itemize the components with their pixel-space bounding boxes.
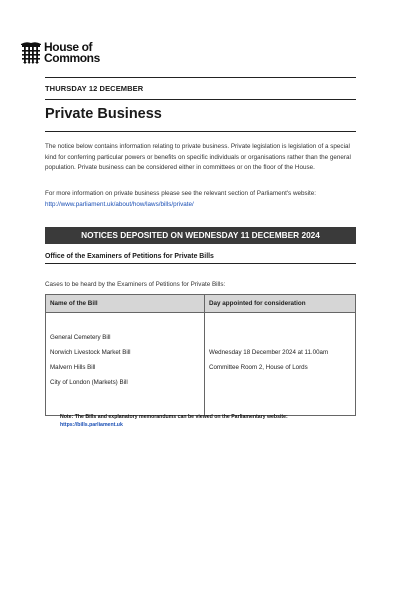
section-rule <box>45 263 356 264</box>
bills-table <box>45 294 356 416</box>
header-bottom-rule <box>45 99 356 100</box>
logo-line-1: House of <box>44 40 93 54</box>
day-appointed-cell <box>205 313 356 416</box>
more-info-paragraph <box>45 189 357 210</box>
cases-intro: Cases to be heard by the Examiners of Petitions for Private Bills: <box>45 281 226 288</box>
logo-wordmark <box>44 42 100 64</box>
publication-date: THURSDAY 12 DECEMBER <box>45 84 144 93</box>
more-info-text: For more information on private business please see the relevant section of Parliament's website: <box>45 190 317 197</box>
table-header-row <box>46 295 356 313</box>
column-header-bill-name: Name of the Bill <box>46 295 205 313</box>
logo-line-2: Commons <box>44 51 100 65</box>
table-row <box>46 313 356 416</box>
hearing-venue: Committee Room 2, House of Lords <box>209 364 308 371</box>
hearing-date: Wednesday 18 December 2024 at 11.00am <box>209 349 329 356</box>
note-text: Note: The Bills and explanatory memorandums can be viewed on the Parliamentary website: <box>60 414 288 420</box>
portcullis-icon <box>21 42 41 64</box>
page-title: Private Business <box>45 106 162 122</box>
notices-banner: NOTICES DEPOSITED ON WEDNESDAY 11 DECEMBER 2024 <box>45 227 356 244</box>
private-bills-link[interactable]: http://www.parliament.uk/about/how/laws/bills/private/ <box>45 200 194 208</box>
bill-name: General Cemetery Bill <box>50 334 111 341</box>
bills-website-link[interactable]: https://bills.parliament.uk <box>60 421 123 428</box>
note <box>60 414 288 429</box>
bill-name: City of London (Markets) Bill <box>50 379 128 386</box>
column-header-day: Day appointed for consideration <box>205 295 356 313</box>
bill-names-cell <box>46 313 205 416</box>
bill-name: Norwich Livestock Market Bill <box>50 349 131 356</box>
house-of-commons-logo <box>21 42 100 64</box>
title-rule <box>45 131 356 132</box>
intro-paragraph: The notice below contains information relating to private business. Private legislation is legislation of a special kind for conferring particular powers or benefits on specific individuals or organisations rather than the general population. Private business can be considered either in committees or on the floor of the House. <box>45 143 351 171</box>
section-title: Office of the Examiners of Petitions for Private Bills <box>45 253 214 260</box>
bill-name: Malvern Hills Bill <box>50 364 96 371</box>
header-top-rule <box>45 77 356 78</box>
